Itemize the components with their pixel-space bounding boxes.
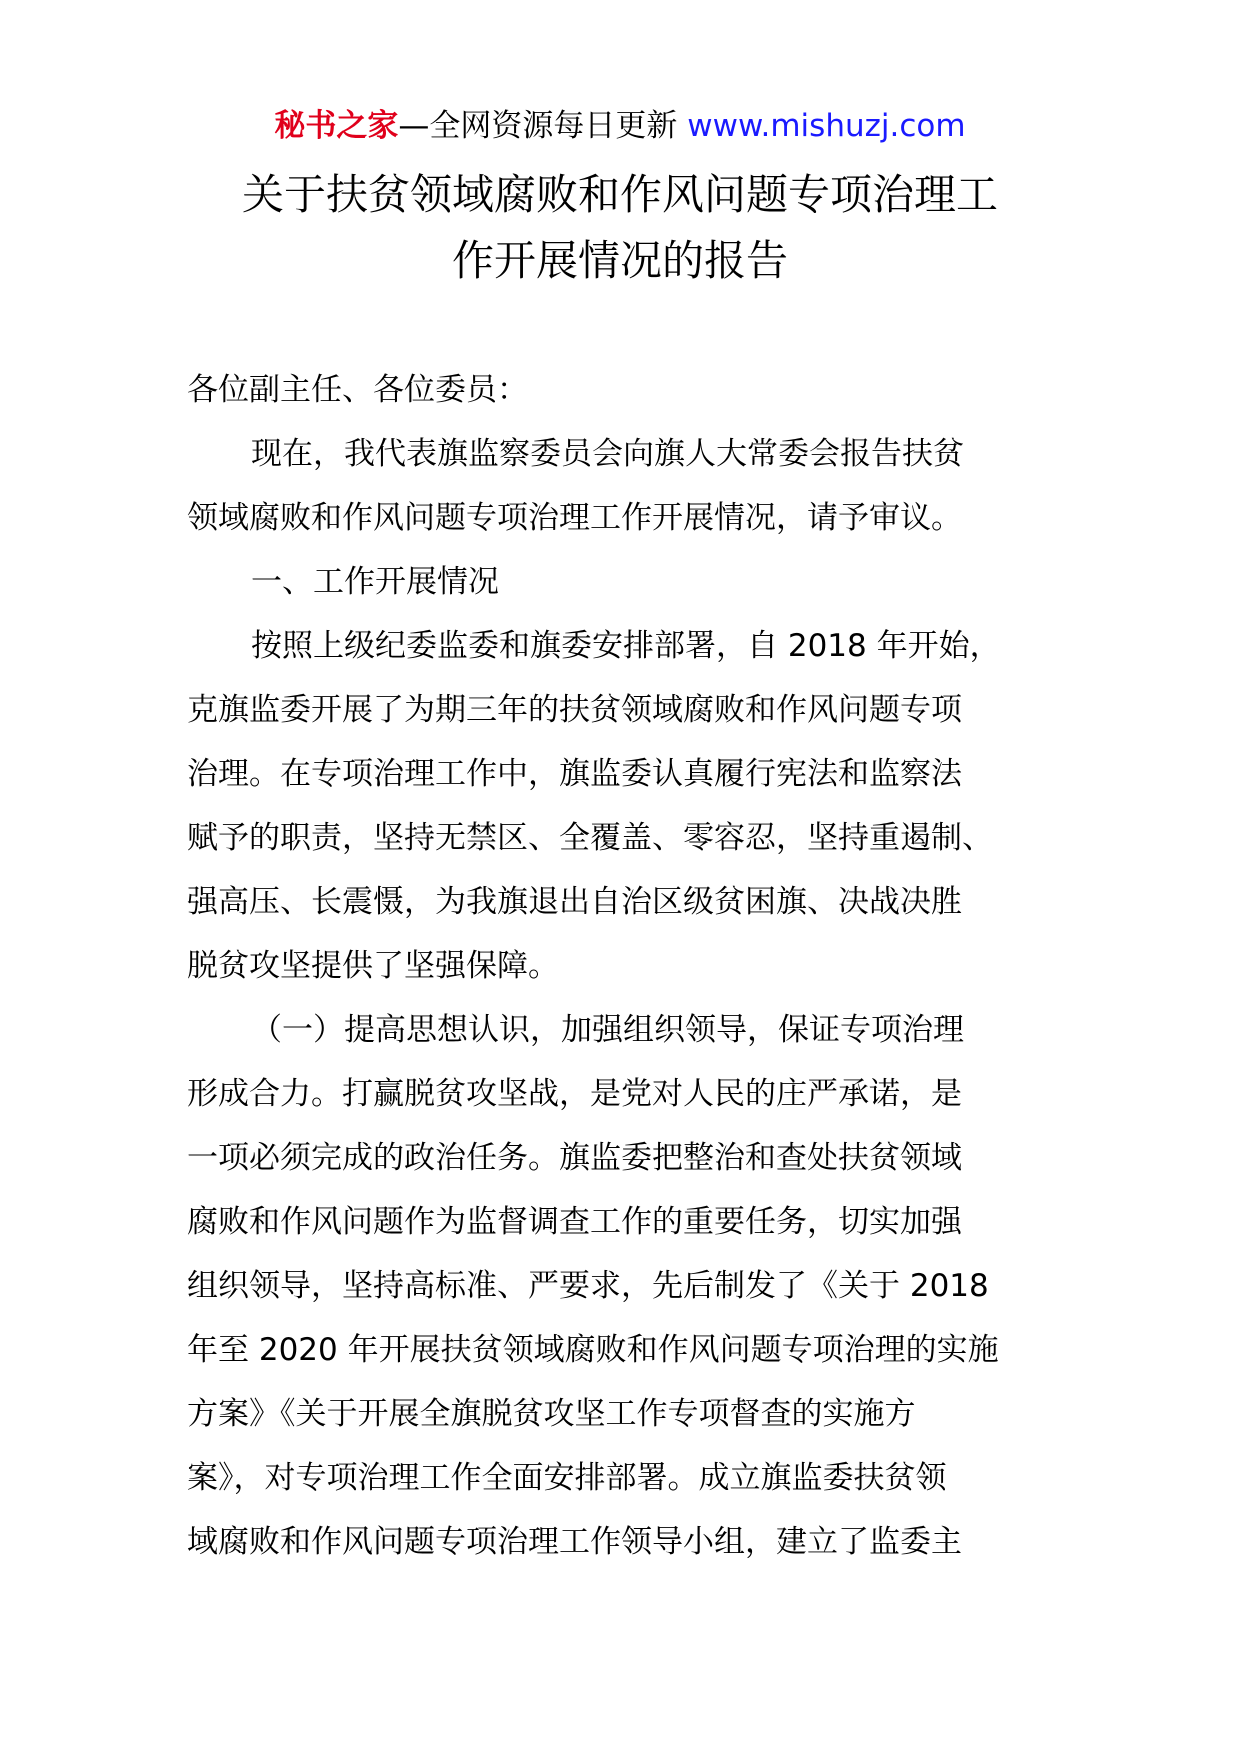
document-title <box>150 162 1090 294</box>
body-line: 现在，我代表旗监察委员会向旗人大常委会报告扶贫 <box>251 436 964 472</box>
salutation: 各位副主任、各位委员： <box>187 372 528 408</box>
body-line: 赋予的职责，坚持无禁区、全覆盖、零容忍，坚持重遏制、 <box>187 820 993 856</box>
section-heading: 一、工作开展情况 <box>251 564 499 600</box>
body-line: 强高压、长震慑，为我旗退出自治区级贫困旗、决战决胜 <box>187 884 962 920</box>
body-line: 领域腐败和作风问题专项治理工作开展情况，请予审议。 <box>187 500 962 536</box>
body-line: 方案》《关于开展全旗脱贫攻坚工作专项督查的实施方 <box>187 1396 916 1432</box>
body-line: 形成合力。打赢脱贫攻坚战，是党对人民的庄严承诺，是 <box>187 1076 962 1112</box>
document-body <box>187 358 1067 1574</box>
site-header <box>0 104 1240 148</box>
body-line: 年至 2020 年开展扶贫领域腐败和作风问题专项治理的实施 <box>187 1332 999 1368</box>
title-line-1: 关于扶贫领域腐败和作风问题专项治理工 <box>241 170 998 219</box>
body-line: 案》，对专项治理工作全面安排部署。成立旗监委扶贫领 <box>187 1460 947 1496</box>
brand-name: 秘书之家 <box>274 108 399 144</box>
header-slogan: —全网资源每日更新 <box>398 108 678 144</box>
body-line: 脱贫攻坚提供了坚强保障。 <box>187 948 559 984</box>
body-line: 治理。在专项治理工作中，旗监委认真履行宪法和监察法 <box>187 756 962 792</box>
body-line: 按照上级纪委监委和旗委安排部署，自 2018 年开始， <box>251 628 1001 664</box>
body-line: 域腐败和作风问题专项治理工作领导小组，建立了监委主 <box>187 1524 962 1560</box>
site-url-link[interactable]: www.mishuzj.com <box>687 108 966 144</box>
body-line: 腐败和作风问题作为监督调查工作的重要任务，切实加强 <box>187 1204 962 1240</box>
body-line: 一项必须完成的政治任务。旗监委把整治和查处扶贫领域 <box>187 1140 962 1176</box>
subsection-heading: （一）提高思想认识，加强组织领导，保证专项治理 <box>251 1012 964 1048</box>
title-line-2: 作开展情况的报告 <box>451 236 788 285</box>
body-line: 克旗监委开展了为期三年的扶贫领域腐败和作风问题专项 <box>187 692 962 728</box>
body-line: 组织领导，坚持高标准、严要求，先后制发了《关于 2018 <box>187 1268 989 1304</box>
